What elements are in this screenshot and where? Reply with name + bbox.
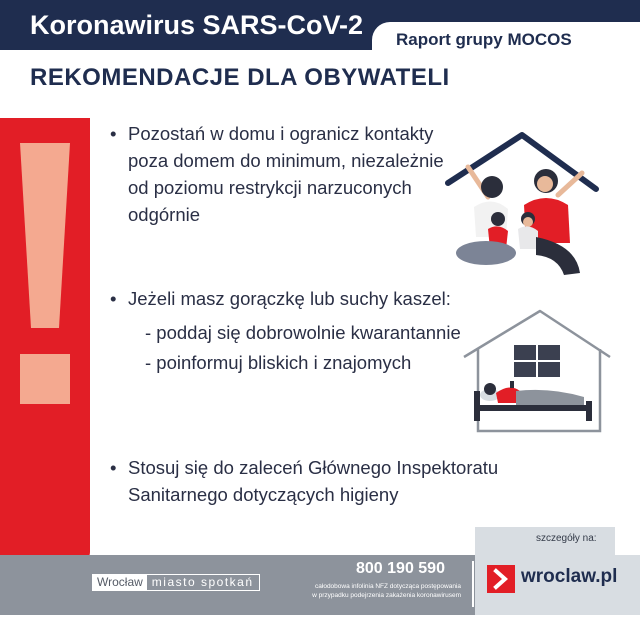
recommendation-line: Pozostań w domu i ogranicz kontakty (128, 123, 434, 144)
hotline-line: całodobowa infolinia NFZ dotycząca postępowania (315, 583, 461, 590)
sick-person-in-house-icon (460, 305, 615, 435)
chevron-right-icon (487, 565, 515, 593)
hotline-phone[interactable]: 800 190 590 (356, 560, 445, 577)
hotline-description (294, 583, 461, 600)
sub-item-inform: - poinformuj bliskich i znajomych (145, 352, 412, 373)
recommendation-hygiene (110, 454, 498, 508)
recommendation-line: Stosuj się do zaleceń Głównego Inspektoratu (128, 457, 499, 478)
family-at-home-icon (440, 125, 600, 280)
recommendation-line: poza domem do minimum, niezależnie (128, 150, 444, 171)
recommendation-line: od poziomu restrykcji narzuconych (128, 177, 412, 198)
recommendation-line: Jeżeli masz gorączkę lub suchy kaszel: (128, 288, 451, 309)
details-label: szczegóły na: (536, 533, 597, 544)
section-title: REKOMENDACJE DLA OBYWATELI (30, 64, 450, 91)
recommendation-line: Sanitarnego dotyczących higieny (128, 484, 399, 505)
report-tab (372, 22, 640, 64)
bullet: • (110, 123, 117, 144)
sub-item-quarantine: - poddaj się dobrowolnie kwarantannie (145, 322, 461, 343)
recommendation-stay-home (110, 120, 444, 228)
hotline-line: w przypadku podejrzenia zakażenia koronawirusem (312, 591, 461, 599)
bullet: • (110, 457, 117, 478)
warning-panel (0, 118, 90, 562)
bullet: • (110, 288, 117, 309)
city-logo (92, 574, 260, 591)
city-slogan: miasto spotkań (151, 575, 254, 589)
city-name: Wrocław (93, 575, 147, 590)
website-link[interactable]: wroclaw.pl (521, 566, 618, 587)
exclamation-dot (20, 354, 70, 404)
exclamation-icon (20, 143, 70, 328)
footer-divider (472, 561, 474, 607)
recommendation-symptoms (110, 285, 451, 312)
report-label: Raport grupy MOCOS (396, 30, 572, 49)
header-title: Koronawirus SARS-CoV-2 (30, 10, 364, 40)
recommendation-line: odgórnie (128, 204, 201, 225)
